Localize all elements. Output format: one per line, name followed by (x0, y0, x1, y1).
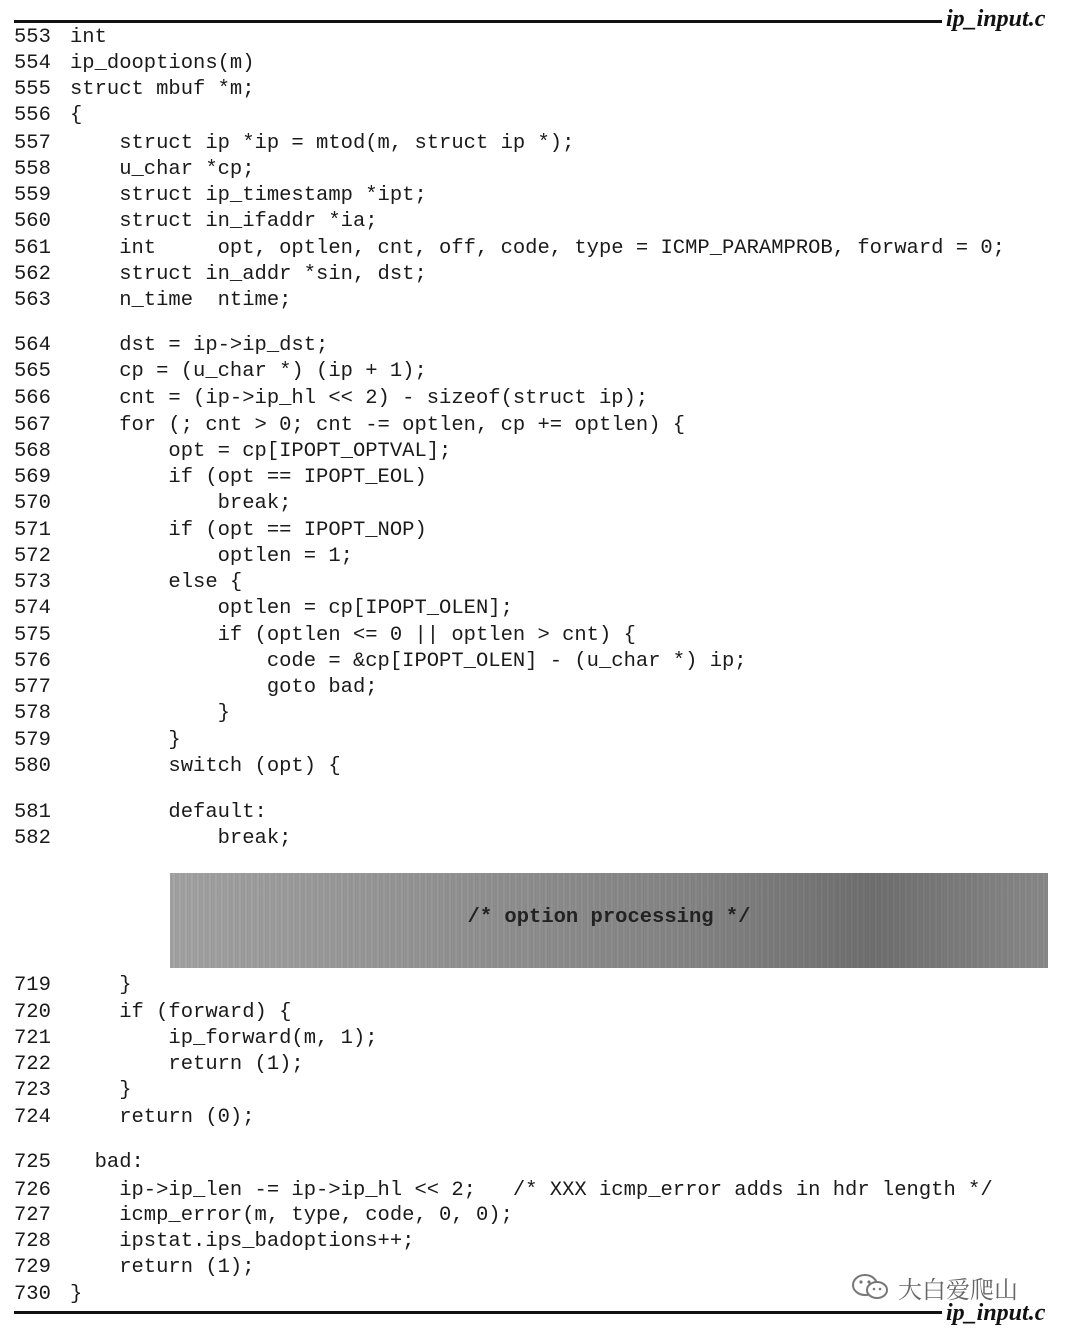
wechat-icon (850, 1272, 890, 1302)
line-number: 569 (14, 466, 51, 489)
code-line (14, 413, 685, 439)
line-number: 566 (14, 387, 51, 410)
code-line (14, 596, 513, 622)
line-number: 563 (14, 289, 51, 312)
line-number: 727 (14, 1204, 51, 1227)
code-line (14, 131, 574, 157)
line-code: struct in_addr *sin, dst; (70, 263, 427, 286)
line-code: else { (70, 571, 243, 594)
code-line (14, 1105, 255, 1131)
line-number: 720 (14, 1001, 51, 1024)
code-line (14, 103, 82, 129)
line-number: 577 (14, 676, 51, 699)
line-number: 562 (14, 263, 51, 286)
line-code: icmp_error(m, type, code, 0, 0); (70, 1204, 513, 1227)
line-number: 574 (14, 597, 51, 620)
code-line (14, 675, 378, 701)
line-code: return (1); (70, 1053, 304, 1076)
code-line (14, 649, 747, 675)
line-number: 571 (14, 519, 51, 542)
code-line (14, 544, 353, 570)
code-line (14, 77, 255, 103)
line-number: 726 (14, 1179, 51, 1202)
line-code: return (1); (70, 1256, 255, 1279)
line-code: if (opt == IPOPT_NOP) (70, 519, 427, 542)
top-rule (14, 20, 942, 23)
code-line (14, 800, 267, 826)
line-number: 568 (14, 440, 51, 463)
line-number: 565 (14, 360, 51, 383)
line-number: 572 (14, 545, 51, 568)
line-code: optlen = cp[IPOPT_OLEN]; (70, 597, 513, 620)
code-line (14, 465, 427, 491)
line-number: 554 (14, 52, 51, 75)
line-code: ip_forward(m, 1); (70, 1027, 378, 1050)
line-number: 576 (14, 650, 51, 673)
line-code: } (70, 702, 230, 725)
line-code: break; (70, 492, 292, 515)
code-line (14, 183, 427, 209)
code-line (14, 333, 328, 359)
line-code: code = &cp[IPOPT_OLEN] - (u_char *) ip; (70, 650, 747, 673)
line-code: struct ip *ip = mtod(m, struct ip *); (70, 132, 575, 155)
code-line (14, 1052, 304, 1078)
line-code: ip_dooptions(m) (70, 52, 255, 75)
elided-code-band (170, 873, 1048, 968)
line-number: 721 (14, 1027, 51, 1050)
line-code: dst = ip->ip_dst; (70, 334, 329, 357)
code-line (14, 1150, 144, 1176)
line-number: 570 (14, 492, 51, 515)
line-code: break; (70, 827, 292, 850)
code-line (14, 439, 451, 465)
line-number: 729 (14, 1256, 51, 1279)
line-code: } (70, 729, 181, 752)
code-line (14, 1229, 414, 1255)
line-number: 730 (14, 1283, 51, 1306)
code-line (14, 25, 107, 51)
code-line (14, 288, 291, 314)
line-number: 555 (14, 78, 51, 101)
code-line (14, 51, 255, 77)
line-number: 558 (14, 158, 51, 181)
line-code: cp = (u_char *) (ip + 1); (70, 360, 427, 383)
line-code: int opt, optlen, cnt, off, code, type = ICMP_PARAMPROB, forward = 0; (70, 237, 1005, 260)
line-number: 728 (14, 1230, 51, 1253)
line-code: switch (opt) { (70, 755, 341, 778)
line-number: 580 (14, 755, 51, 778)
code-line (14, 826, 291, 852)
code-line (14, 236, 1005, 262)
code-line (14, 359, 427, 385)
line-code: } (70, 1079, 132, 1102)
line-number: 557 (14, 132, 51, 155)
code-line (14, 386, 648, 412)
line-code: optlen = 1; (70, 545, 353, 568)
line-number: 567 (14, 414, 51, 437)
line-code: if (optlen <= 0 || optlen > cnt) { (70, 624, 636, 647)
line-code: ip->ip_len -= ip->ip_hl << 2; /* XXX icmp_error adds in hdr length */ (70, 1179, 993, 1202)
line-number: 573 (14, 571, 51, 594)
code-line (14, 1078, 132, 1104)
line-number: 722 (14, 1053, 51, 1076)
line-number: 725 (14, 1151, 51, 1174)
line-number: 560 (14, 210, 51, 233)
line-code: struct mbuf *m; (70, 78, 255, 101)
line-code: } (70, 1283, 83, 1306)
elided-code-label: /* option processing */ (467, 906, 751, 929)
footer-filename: ip_input.c (946, 1300, 1046, 1326)
line-number: 564 (14, 334, 51, 357)
code-line (14, 1255, 255, 1281)
line-number: 723 (14, 1079, 51, 1102)
line-number: 556 (14, 104, 51, 127)
line-number: 578 (14, 702, 51, 725)
line-code: u_char *cp; (70, 158, 255, 181)
code-line (14, 1000, 291, 1026)
code-line (14, 754, 341, 780)
line-code: if (opt == IPOPT_EOL) (70, 466, 427, 489)
header-filename: ip_input.c (946, 6, 1046, 32)
line-code: goto bad; (70, 676, 378, 699)
bottom-rule (14, 1311, 942, 1314)
code-line (14, 262, 427, 288)
code-line (14, 1203, 513, 1229)
line-code: default: (70, 801, 267, 824)
line-number: 582 (14, 827, 51, 850)
line-number: 561 (14, 237, 51, 260)
code-line (14, 973, 132, 999)
code-line (14, 157, 255, 183)
line-code: { (70, 104, 83, 127)
code-line (14, 701, 230, 727)
watermark-text: 大白爱爬山 (898, 1275, 1018, 1304)
line-code: struct in_ifaddr *ia; (70, 210, 378, 233)
line-code: n_time ntime; (70, 289, 292, 312)
code-line (14, 1178, 993, 1204)
code-line (14, 570, 242, 596)
line-number: 559 (14, 184, 51, 207)
line-code: int (70, 26, 107, 49)
code-line (14, 623, 636, 649)
code-line (14, 518, 427, 544)
line-code: if (forward) { (70, 1001, 292, 1024)
line-code: opt = cp[IPOPT_OPTVAL]; (70, 440, 452, 463)
code-line (14, 728, 181, 754)
line-code: cnt = (ip->ip_hl << 2) - sizeof(struct ip); (70, 387, 649, 410)
line-number: 553 (14, 26, 51, 49)
line-code: return (0); (70, 1106, 255, 1129)
code-line (14, 1026, 378, 1052)
line-code: struct ip_timestamp *ipt; (70, 184, 427, 207)
line-code: bad: (70, 1151, 144, 1174)
code-line (14, 1282, 82, 1308)
code-line (14, 209, 378, 235)
line-number: 575 (14, 624, 51, 647)
line-code: for (; cnt > 0; cnt -= optlen, cp += optlen) { (70, 414, 686, 437)
line-number: 719 (14, 974, 51, 997)
line-number: 724 (14, 1106, 51, 1129)
code-line (14, 491, 291, 517)
line-number: 579 (14, 729, 51, 752)
line-number: 581 (14, 801, 51, 824)
line-code: ipstat.ips_badoptions++; (70, 1230, 415, 1253)
line-code: } (70, 974, 132, 997)
